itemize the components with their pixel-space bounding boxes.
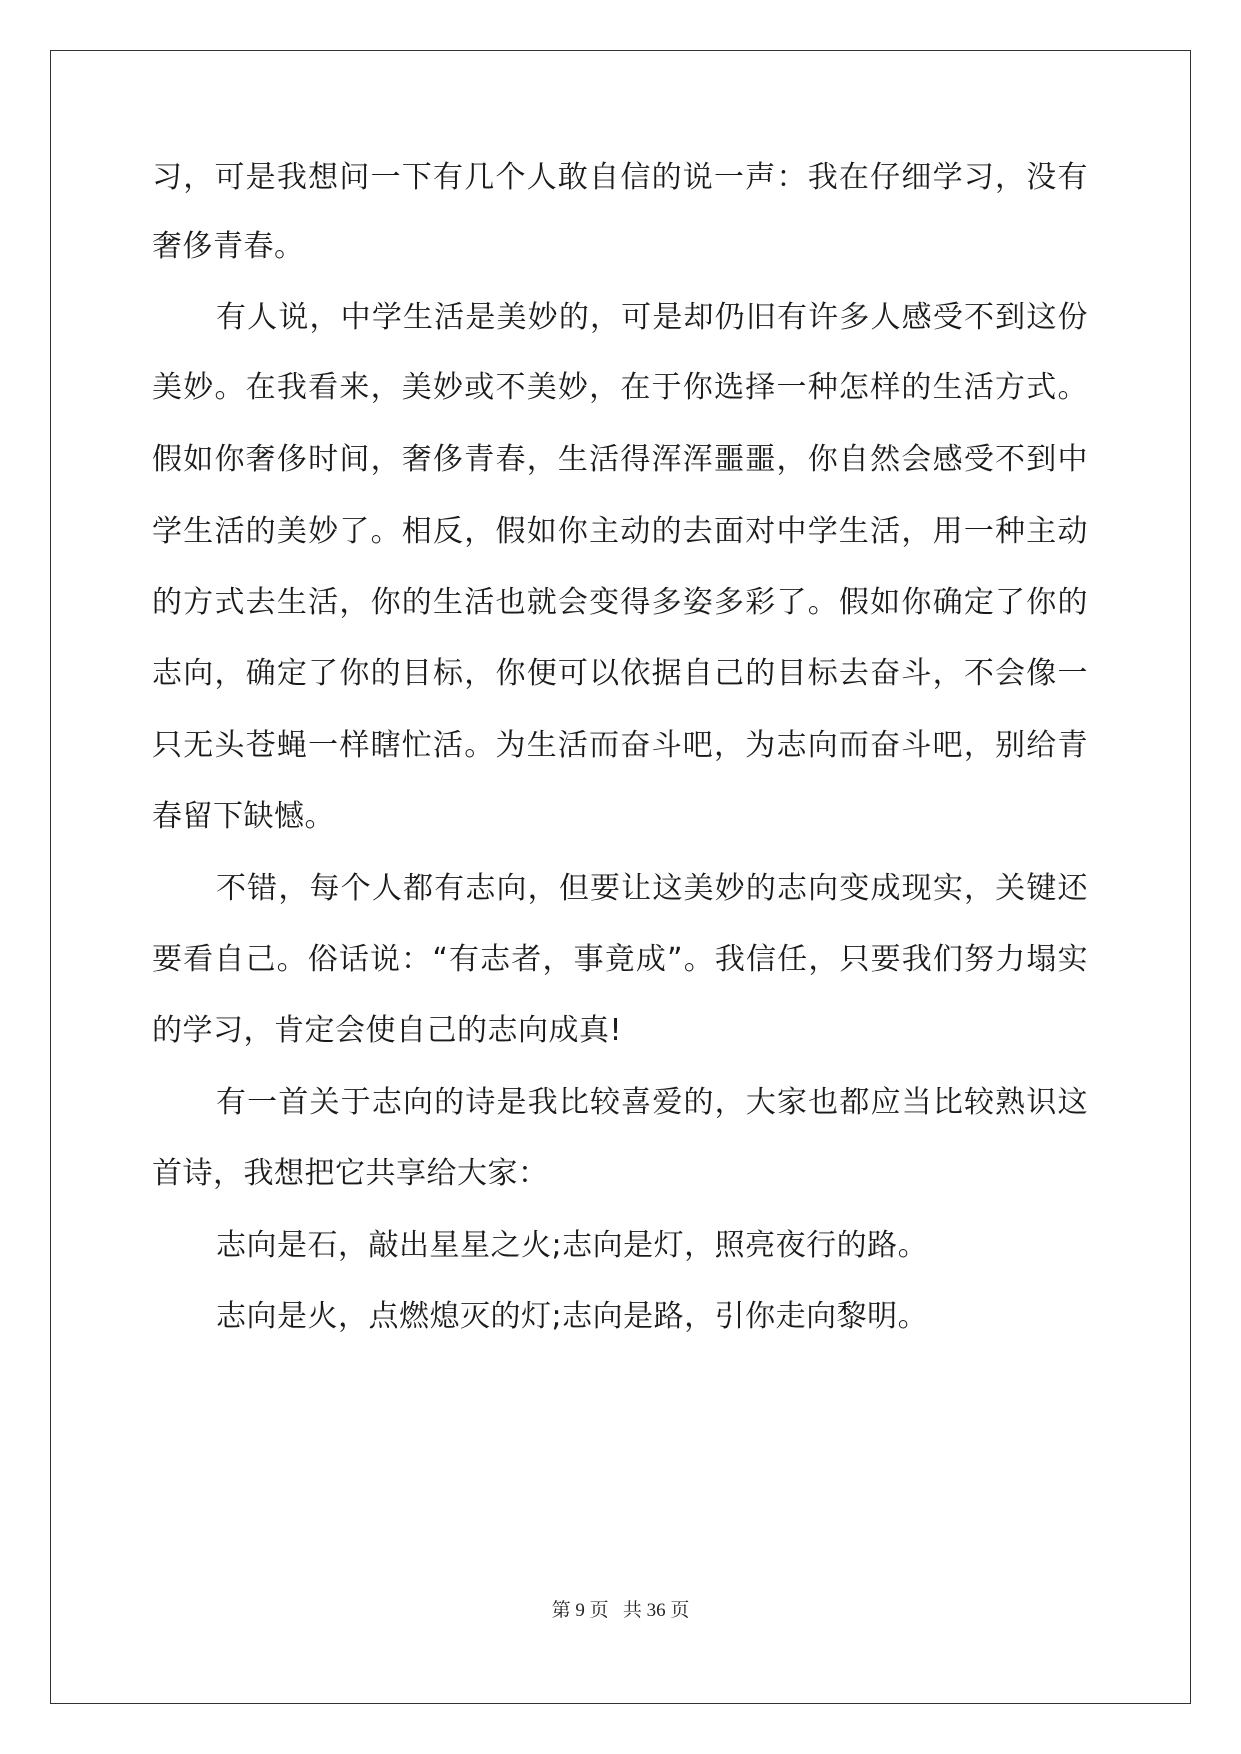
body-text-line: 假如你奢侈时间，奢侈青春，生活得浑浑噩噩，你自然会感受不到中 xyxy=(152,442,1088,477)
body-text-line: 有一首关于志向的诗是我比较喜爱的，大家也都应当比较熟识这 xyxy=(216,1085,1088,1120)
body-text-line: 志向，确定了你的目标，你便可以依据自己的目标去奋斗，不会像一 xyxy=(152,656,1088,691)
page-footer xyxy=(0,1599,1241,1623)
body-text-line: 的学习，肯定会使自己的志向成真! xyxy=(152,1013,623,1048)
body-text-line: 不错，每个人都有志向，但要让这美妙的志向变成现实，关键还 xyxy=(216,871,1088,906)
total-pages: 共 36 页 xyxy=(622,1600,690,1621)
footer-separator xyxy=(609,1600,623,1621)
body-text-line: 首诗，我想把它共享给大家： xyxy=(152,1156,549,1191)
body-text-line: 有人说，中学生活是美妙的，可是却仍旧有许多人感受不到这份 xyxy=(216,300,1088,335)
body-text-line: 习，可是我想问一下有几个人敢自信的说一声：我在仔细学习，没有 xyxy=(152,160,1088,195)
page-number: 第 9 页 xyxy=(551,1600,609,1621)
body-text-line: 只无头苍蝇一样瞎忙活。为生活而奋斗吧，为志向而奋斗吧，别给青 xyxy=(152,728,1088,763)
body-text-line: 美妙。在我看来，美妙或不美妙，在于你选择一种怎样的生活方式。 xyxy=(152,370,1088,405)
poem-line: 志向是火，点燃熄灭的灯;志向是路，引你走向黎明。 xyxy=(216,1299,929,1334)
body-text-line: 要看自己。俗话说：“有志者，事竟成”。我信任，只要我们努力塌实 xyxy=(152,942,1088,977)
body-text-line: 的方式去生活，你的生活也就会变得多姿多彩了。假如你确定了你的 xyxy=(152,585,1088,620)
poem-line: 志向是石，敲出星星之火;志向是灯，照亮夜行的路。 xyxy=(216,1228,929,1263)
body-text-line: 学生活的美妙了。相反，假如你主动的去面对中学生活，用一种主动 xyxy=(152,514,1088,549)
body-text-line: 春留下缺憾。 xyxy=(152,799,335,834)
body-text-line: 奢侈青春。 xyxy=(152,229,305,264)
